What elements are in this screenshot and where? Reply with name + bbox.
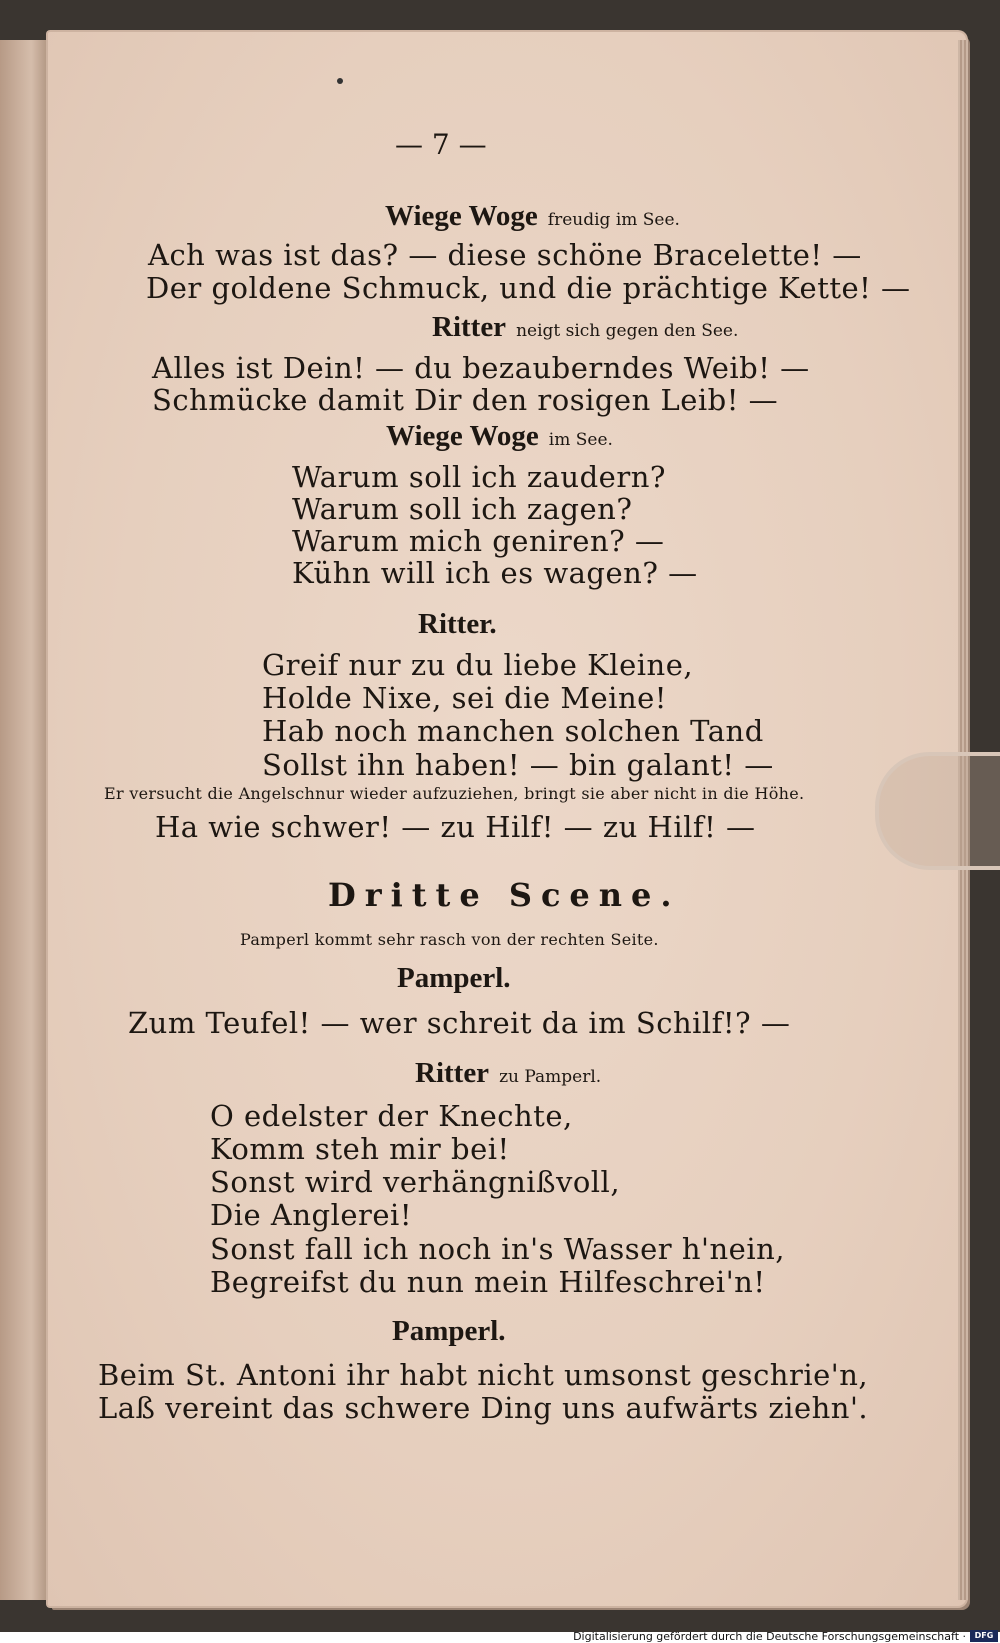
speaker-ritter-3: Ritter zu Pamperl. [415, 1057, 602, 1089]
speaker-ritter-1: Ritter neigt sich gegen den See. [432, 311, 739, 343]
funding-credit: Digitalisierung gefördert durch die Deutsche Forschungsgemeinschaft · [573, 1630, 966, 1643]
verse-line: Warum soll ich zaudern? [292, 460, 666, 494]
speaker-wiege-woge-2: Wiege Woge im See. [386, 420, 613, 452]
speaker-note: zu Pamperl. [499, 1067, 602, 1087]
verse-line: Alles ist Dein! — du bezauberndes Weib! — [152, 351, 810, 385]
verse-line: Schmücke damit Dir den rosigen Leib! — [152, 383, 779, 417]
verse-line: Ach was ist das? — diese schöne Bracelette! — [148, 238, 862, 272]
stage-direction: Pamperl kommt sehr rasch von der rechten Seite. [240, 930, 659, 949]
verse-line: Warum mich geniren? — [292, 524, 665, 558]
bookmark-loop [875, 752, 1000, 870]
verse-line: Hab noch manchen solchen Tand [262, 714, 764, 748]
verse-line: Holde Nixe, sei die Meine! [262, 681, 667, 715]
page-number: — 7 — [395, 128, 487, 161]
verse-line: Komm steh mir bei! [210, 1132, 510, 1166]
stage-direction: Er versucht die Angelschnur wieder aufzuziehen, bringt sie aber nicht in die Höhe. [104, 784, 805, 803]
verse-line: Die Anglerei! [210, 1198, 412, 1232]
verse-line: Der goldene Schmuck, und die prächtige Kette! — [146, 271, 911, 305]
verse-line: Sonst fall ich noch in's Wasser h'nein, [210, 1232, 786, 1266]
verse-line: O edelster der Knechte, [210, 1099, 573, 1133]
speaker-wiege-woge-1: Wiege Woge freudig im See. [385, 200, 680, 232]
verse-line: Sonst wird verhängnißvoll, [210, 1165, 621, 1199]
verse-line: Kühn will ich es wagen? — [292, 556, 698, 590]
verse-line: Begreifst du nun mein Hilfeschrei'n! [210, 1265, 766, 1299]
verse-line: Greif nur zu du liebe Kleine, [262, 648, 694, 682]
verse-line: Sollst ihn haben! — bin galant! — [262, 748, 774, 782]
scene-heading: Dritte Scene. [328, 876, 681, 914]
speaker-pamperl-2: Pamperl. [392, 1315, 506, 1347]
speaker-note: freudig im See. [547, 210, 680, 230]
verse-line: Warum soll ich zagen? [292, 492, 633, 526]
previous-page-edge [0, 40, 52, 1600]
speaker-note: neigt sich gegen den See. [516, 321, 739, 341]
dfg-logo: DFG [970, 1630, 998, 1642]
verse-line: Laß vereint das schwere Ding uns aufwärts ziehn'. [98, 1391, 869, 1425]
verse-line: Beim St. Antoni ihr habt nicht umsonst geschrie'n, [98, 1358, 869, 1392]
speaker-pamperl-1: Pamperl. [397, 962, 511, 994]
verse-line: Ha wie schwer! — zu Hilf! — zu Hilf! — [155, 810, 756, 844]
ink-dot [337, 78, 343, 84]
speaker-ritter-2: Ritter. [418, 608, 497, 640]
speaker-note: im See. [548, 430, 613, 450]
verse-line: Zum Teufel! — wer schreit da im Schilf!? — [128, 1006, 791, 1040]
